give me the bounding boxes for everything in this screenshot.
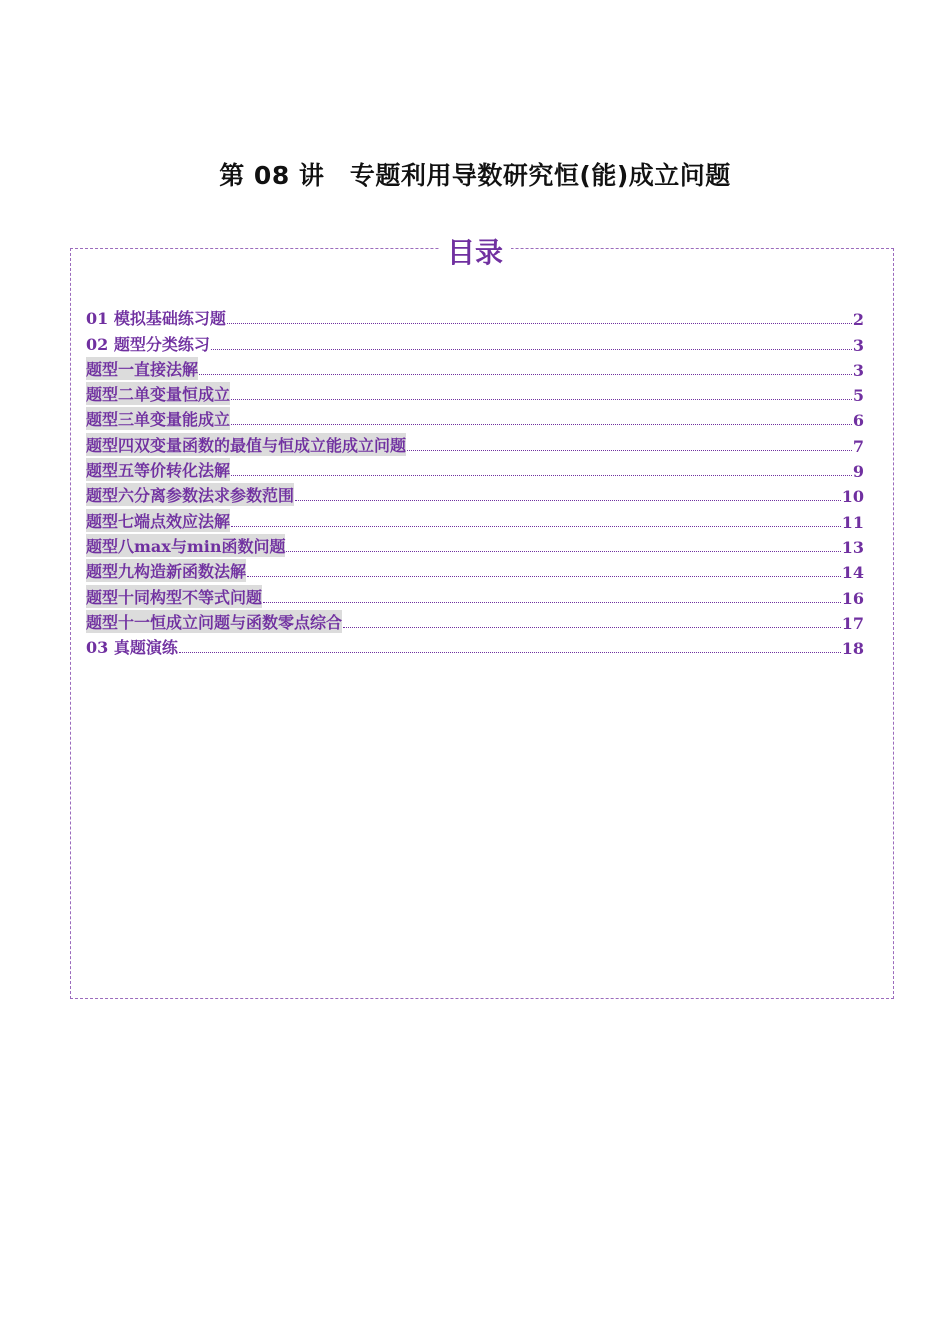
toc-entry-label[interactable]: 02 题型分类练习	[86, 334, 210, 354]
toc-entry[interactable]	[86, 633, 864, 658]
toc-entry-page[interactable]: 3	[852, 335, 864, 355]
toc-list	[86, 304, 864, 658]
toc-dot-leader	[247, 575, 841, 577]
toc-entry-page[interactable]: 17	[841, 613, 864, 633]
toc-entry[interactable]	[86, 608, 864, 633]
toc-entry-label[interactable]: 题型三单变量能成立	[86, 407, 230, 430]
toc-dot-leader	[231, 525, 841, 527]
toc-dot-leader	[263, 601, 841, 603]
toc-dot-leader	[231, 474, 852, 476]
toc-dot-leader	[231, 423, 852, 425]
toc-entry-label[interactable]: 01 模拟基础练习题	[86, 309, 226, 329]
toc-dot-leader	[407, 449, 852, 451]
toc-entry[interactable]	[86, 405, 864, 430]
toc-entry-page[interactable]: 10	[841, 487, 864, 507]
toc-entry-page[interactable]: 7	[852, 436, 864, 456]
toc-entry-page[interactable]: 6	[852, 411, 864, 431]
toc-entry[interactable]	[86, 304, 864, 329]
toc-entry-label[interactable]: 题型四双变量函数的最值与恒成立能成立问题	[86, 433, 406, 456]
toc-entry-label[interactable]: 题型八max与min函数问题	[86, 534, 285, 557]
toc-entry-label[interactable]: 题型九构造新函数法解	[86, 559, 246, 582]
toc-entry-label[interactable]: 03 真题演练	[86, 638, 178, 658]
toc-heading	[0, 234, 950, 272]
toc-entry[interactable]	[86, 355, 864, 380]
toc-entry[interactable]	[86, 380, 864, 405]
toc-dot-leader	[286, 550, 840, 552]
toc-entry-label[interactable]: 题型十一恒成立问题与函数零点综合	[86, 610, 342, 633]
toc-dot-leader	[199, 373, 852, 375]
toc-entry-label[interactable]: 题型七端点效应法解	[86, 509, 230, 532]
toc-entry-page[interactable]: 11	[841, 512, 864, 532]
toc-dot-leader	[211, 348, 852, 350]
toc-entry[interactable]	[86, 329, 864, 354]
toc-dot-leader	[295, 499, 841, 501]
toc-entry-label[interactable]: 题型二单变量恒成立	[86, 382, 230, 405]
toc-entry[interactable]	[86, 532, 864, 557]
document-title: 第 08 讲 专题利用导数研究恒(能)成立问题	[219, 161, 731, 190]
toc-entry-page[interactable]: 18	[841, 639, 864, 659]
toc-entry-label[interactable]: 题型一直接法解	[86, 357, 198, 380]
toc-dot-leader	[179, 651, 841, 653]
toc-entry-page[interactable]: 13	[841, 537, 864, 557]
toc-entry[interactable]	[86, 456, 864, 481]
toc-entry-label[interactable]: 题型五等价转化法解	[86, 458, 230, 481]
toc-entry-page[interactable]: 3	[852, 360, 864, 380]
toc-entry-label[interactable]: 题型十同构型不等式问题	[86, 585, 262, 608]
toc-entry[interactable]	[86, 481, 864, 506]
toc-dot-leader	[227, 322, 852, 324]
toc-heading-text: 目录	[439, 236, 511, 269]
toc-dot-leader	[231, 398, 852, 400]
toc-entry-page[interactable]: 14	[841, 563, 864, 583]
toc-entry-page[interactable]: 16	[841, 588, 864, 608]
toc-entry[interactable]	[86, 582, 864, 607]
toc-entry-label[interactable]: 题型六分离参数法求参数范围	[86, 483, 294, 506]
toc-entry[interactable]	[86, 430, 864, 455]
toc-entry-page[interactable]: 5	[852, 386, 864, 406]
toc-entry[interactable]	[86, 557, 864, 582]
toc-entry[interactable]	[86, 506, 864, 531]
toc-entry-page[interactable]: 9	[852, 462, 864, 482]
toc-entry-page[interactable]: 2	[852, 310, 864, 330]
toc-dot-leader	[343, 626, 841, 628]
